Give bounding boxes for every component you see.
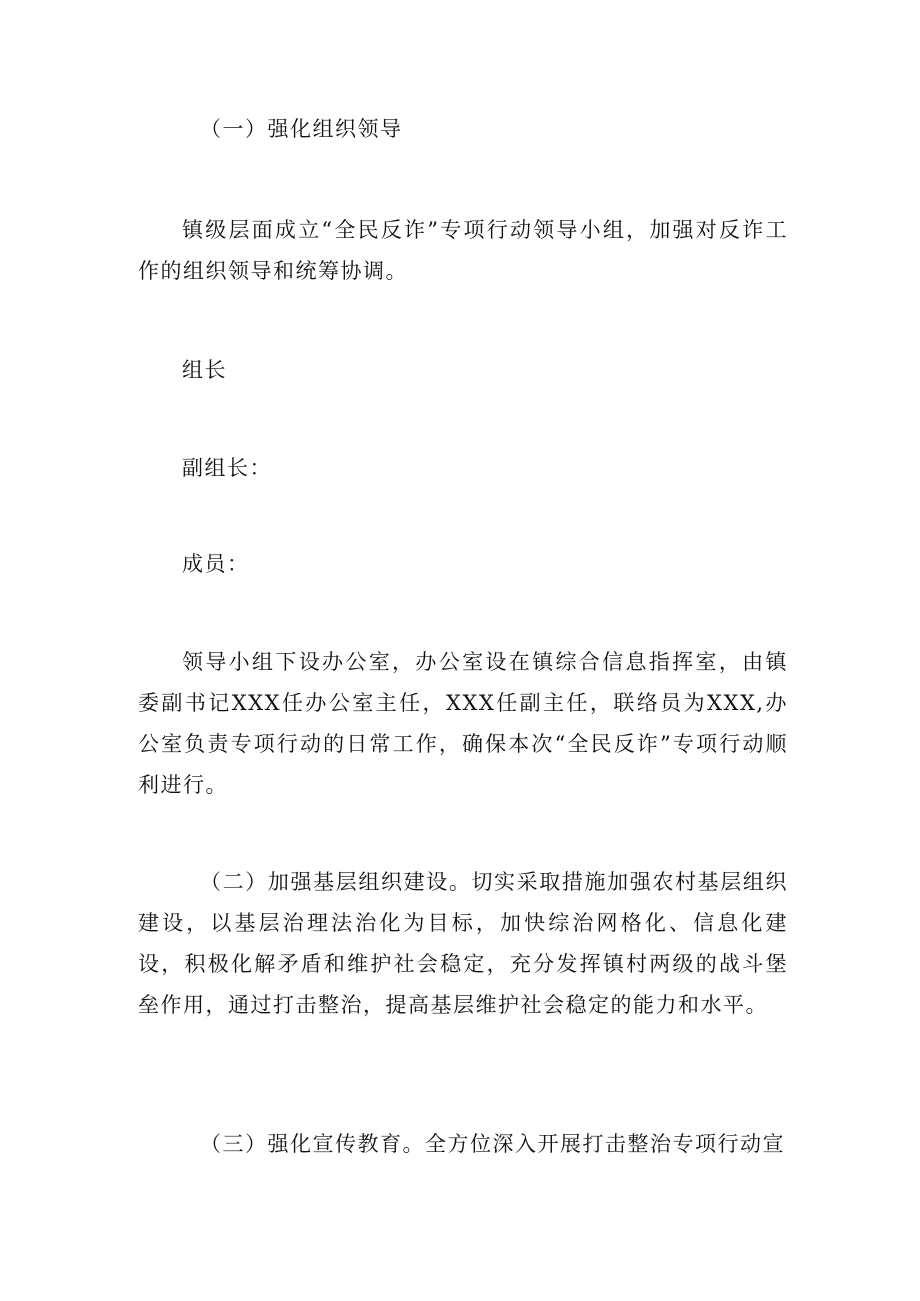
section-heading-1: （一）强化组织领导 (200, 117, 403, 141)
paragraph-office: 领导小组下设办公室，办公室设在镇综合信息指挥室，由镇委副书记XXX任办公室主任，XXX任副主任，联络员为XXX,办公室负责专项行动的日常工作，确保本次“全民反诈”专项行动顺利进行。 (138, 650, 788, 797)
role-members: 成员： (182, 552, 250, 576)
paragraph-section-3: （三）强化宣传教育。全方位深入开展打击整治专项行动宣 (200, 1132, 785, 1156)
paragraph-leading-group: 镇级层面成立“全民反诈”专项行动领导小组，加强对反诈工作的组织领导和统筹协调。 (138, 218, 788, 283)
paragraph-section-2: （二）加强基层组织建设。切实采取措施加强农村基层组织建设，以基层治理法治化为目标，加快综治网格化、信息化建设，积极化解矛盾和维护社会稳定，充分发挥镇村两级的战斗堡垒作用，通过打击整治，提高基层维护社会稳定的能力和水平。 (138, 870, 788, 1017)
role-group-leader: 组长 (182, 358, 227, 382)
role-deputy-group-leader: 副组长： (182, 456, 272, 480)
